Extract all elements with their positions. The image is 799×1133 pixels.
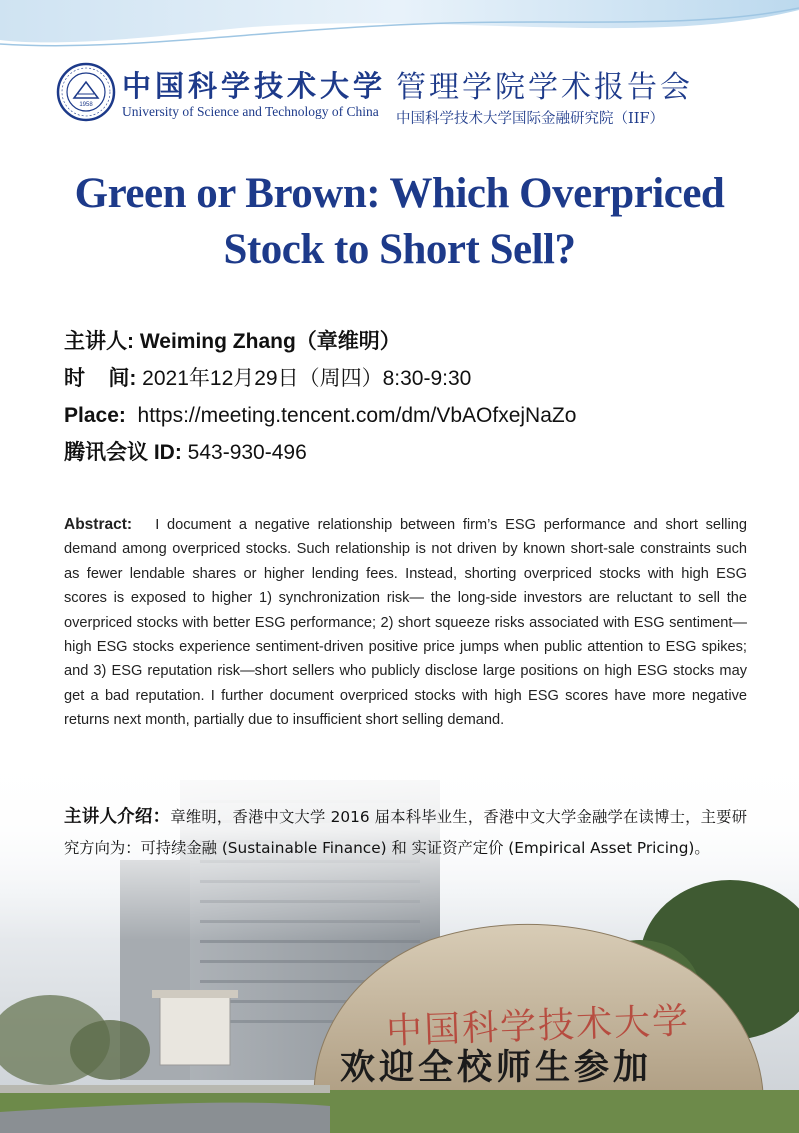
welcome-text: 欢迎全校师生参加 [340, 1047, 653, 1088]
university-name-cn: 中国科学技术大学 [122, 69, 387, 103]
talk-info [64, 323, 764, 471]
university-seal-icon [56, 62, 116, 122]
talk-title-line-2: Stock to Short Sell? [223, 226, 576, 273]
time-label: 时 间: [64, 367, 137, 390]
abstract [64, 513, 747, 733]
abstract-text: I document a negative relationship between firm’s ESG performance and short selling demand among overpriced stocks. Such relationship is not driven by known short-sale constraints such as fewer lendable shares or higher lending fees. Instead, shorting overpriced stocks with high ESG scores is exposed to higher 1) synchronization risk— the long-side investors are reluctant to sell the overpriced stocks with better ESG performance; 2) short squeeze risks associated with ESG sentiment—high ESG stocks experience sentiment-driven positive price jumps when public attention to ESG spikes; and 3) ESG reputation risk—short sellers who publicly disclose large positions on high ESG stocks may get a bad reputation. I further document overpriced stocks with high ESG scores have more negative returns next month, partially due to insufficient short selling demand. [64, 517, 747, 729]
abstract-label: Abstract: [64, 516, 133, 533]
speaker-label: 主讲人: [64, 330, 134, 353]
seal-year: 1958 [79, 102, 93, 108]
top-wave-decoration [0, 0, 799, 60]
rock-inscription: 中国科学技术大学 [385, 1000, 691, 1053]
talk-title-line-1: Green or Brown: Which Overpriced [74, 170, 725, 217]
header [56, 60, 756, 130]
place-label: Place: [64, 404, 126, 427]
speaker-bio [64, 802, 747, 864]
meeting-id-value: 543-930-496 [181, 441, 307, 464]
university-name-en: University of Science and Technology of China [122, 104, 379, 119]
time-value: 2021年12月29日（周四）8:30-9:30 [136, 367, 472, 390]
place-link[interactable]: https://meeting.tencent.com/dm/VbAOfxejNaZo [125, 404, 577, 427]
meeting-id-label: 腾讯会议 ID: [64, 441, 182, 464]
meeting-id-row [64, 434, 764, 471]
speaker-row [64, 323, 764, 360]
series-title: 管理学院学术报告会 [396, 70, 693, 105]
bio-text: 章维明，香港中文大学 2016 届本科毕业生，香港中文大学金融学在读博士，主要研究方向为：可持续金融 (Sustainable Finance) 和 实证资产定价 (Empirical Asset Pricing)。 [64, 808, 747, 857]
time-row [64, 360, 764, 397]
bio-label: 主讲人介绍： [64, 807, 171, 827]
place-row [64, 397, 764, 434]
institute-name: 中国科学技术大学国际金融研究院（IIF） [396, 111, 665, 127]
talk-title [0, 166, 799, 278]
speaker-value: Weiming Zhang（章维明） [134, 330, 401, 353]
